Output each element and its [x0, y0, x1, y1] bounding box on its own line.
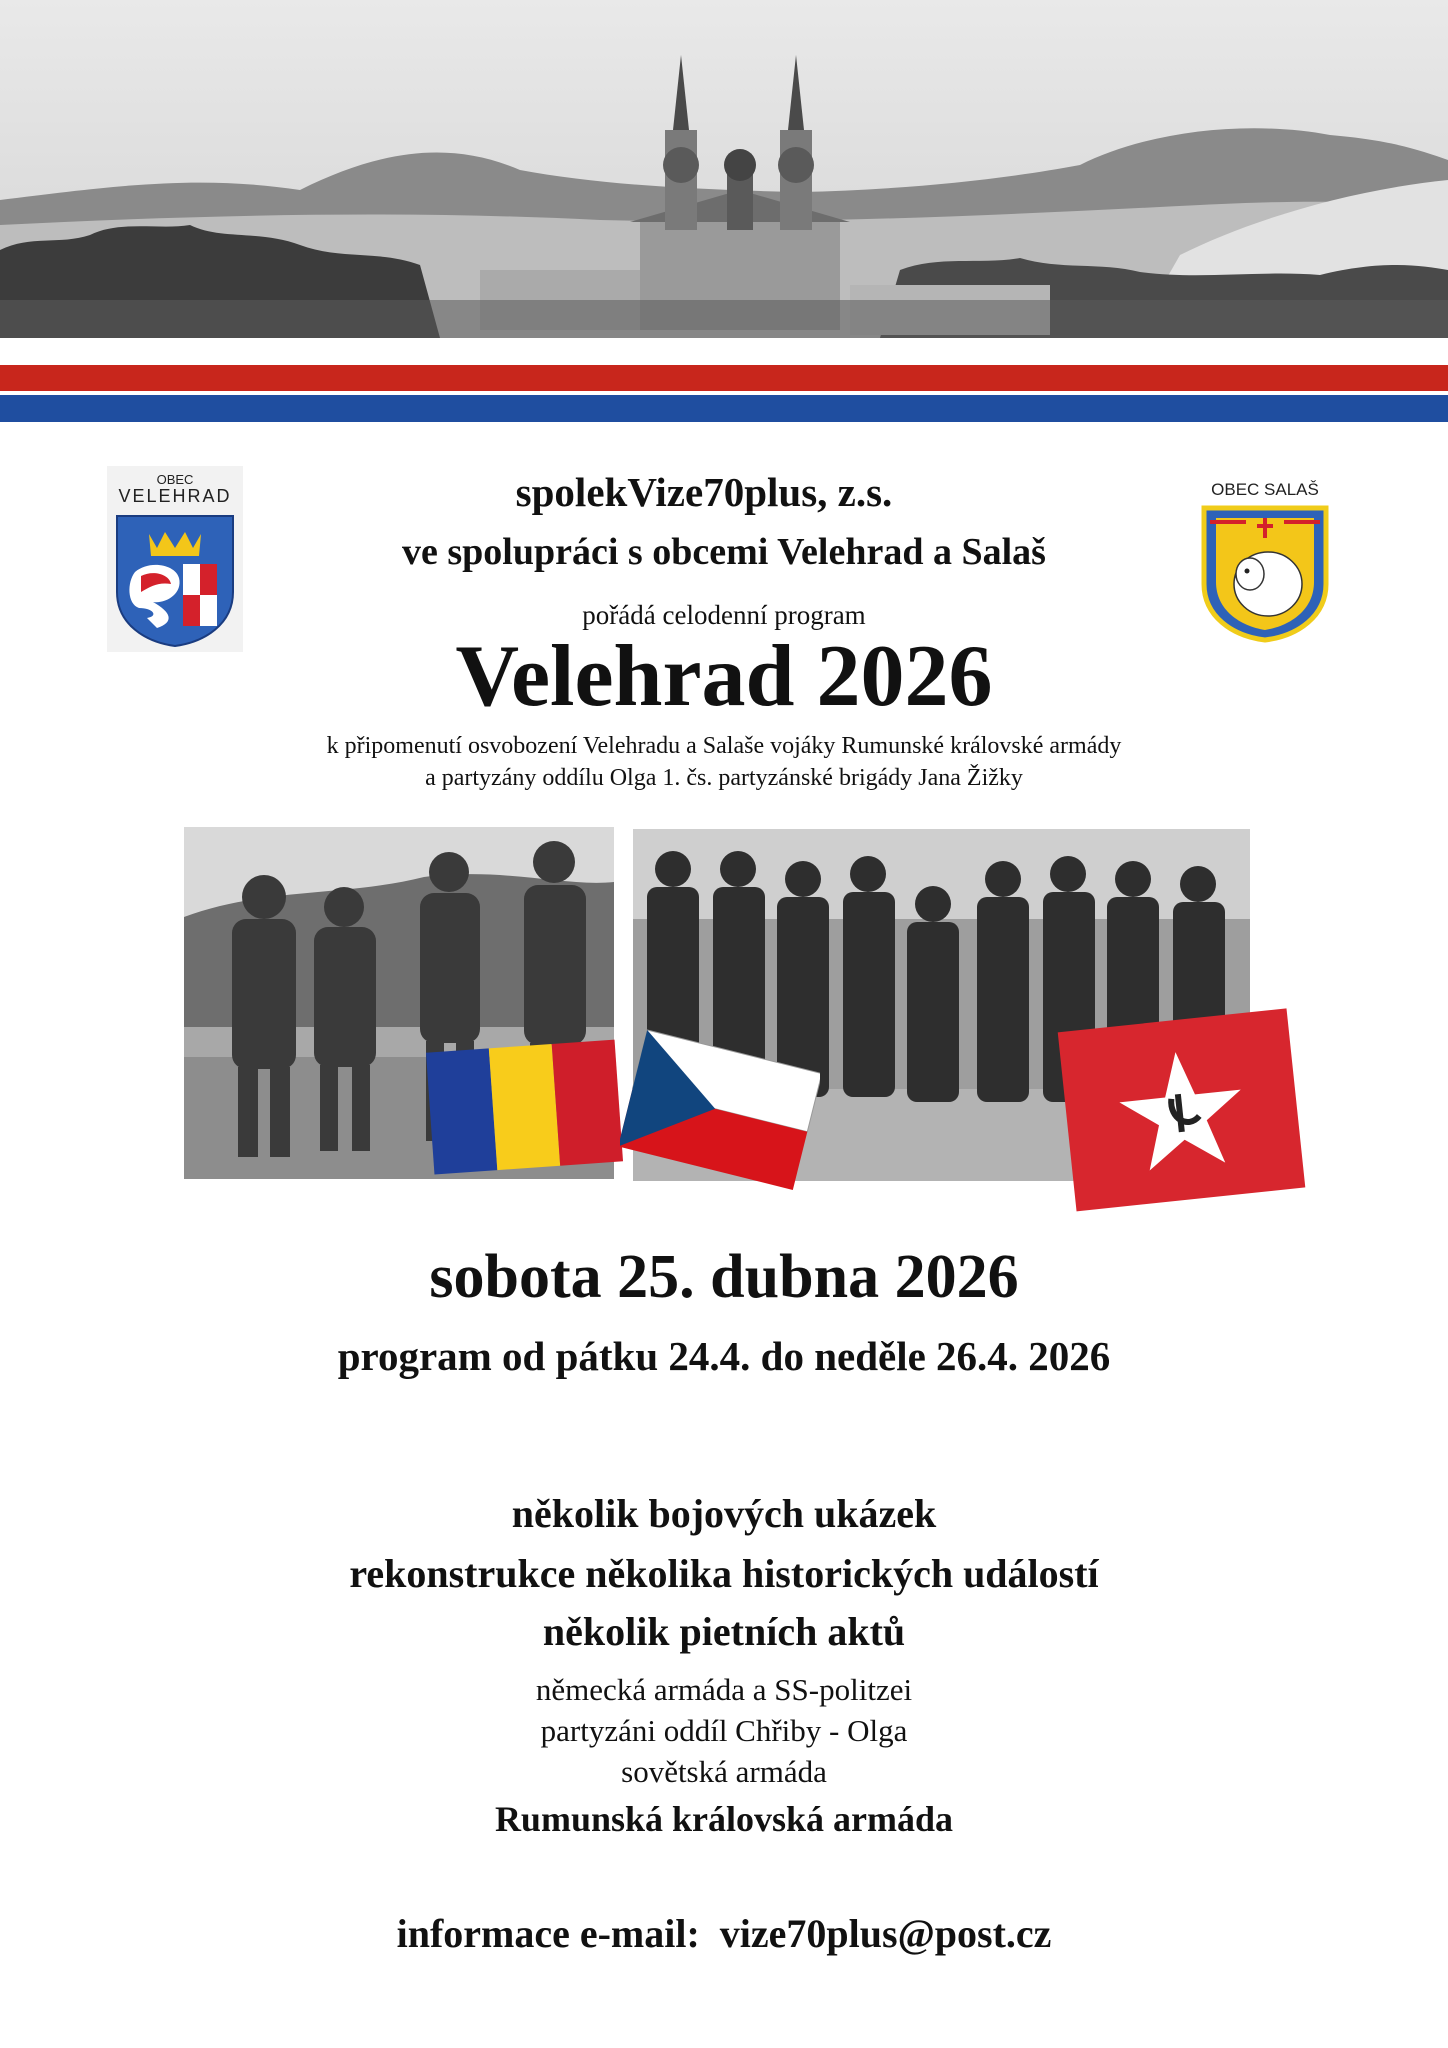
crest-velehrad-line2: VELEHRAD [118, 486, 232, 506]
event-date: sobota 25. dubna 2026 [429, 1243, 1019, 1311]
crest-salas-label: OBEC SALAŠ [1211, 480, 1319, 499]
crest-velehrad-line1: OBEC [156, 472, 194, 487]
velehrad-coat-of-arms-icon [113, 512, 237, 648]
red-stripe [0, 365, 1448, 391]
velehrad-basilica-landscape-photo [0, 0, 1448, 338]
program-item-1: několik bojových ukázek [511, 1491, 937, 1536]
participant-romanian-army: Rumunská královská armáda [494, 1799, 954, 1839]
program-item-3: několik pietních aktů [542, 1609, 906, 1654]
subtitle-line1: k připomenutí osvobození Velehradu a Salaše vojáky Rumunské královské armády [326, 733, 1122, 759]
blue-stripe [0, 395, 1448, 422]
romanian-flag-icon [420, 1026, 630, 1188]
organizer-cooperation: ve spolupráci s obcemi Velehrad a Salaš [402, 531, 1046, 573]
participant-3: sovětská armáda [621, 1754, 827, 1789]
contact-email[interactable]: informace e-mail: vize70plus@post.cz [396, 1911, 1052, 1956]
organizer-presents: pořádá celodenní program [582, 600, 866, 630]
czech-flag-icon [620, 1020, 820, 1200]
partisan-red-star-flag-icon [1050, 990, 1310, 1220]
participant-2: partyzáni oddíl Chřiby - Olga [540, 1713, 908, 1748]
crest-velehrad [107, 466, 243, 652]
subtitle-line2: a partyzány oddílu Olga 1. čs. partyzánské brigády Jana Žižky [425, 765, 1023, 791]
crest-salas [1190, 478, 1340, 648]
program-item-2: rekonstrukce několika historických událostí [349, 1551, 1099, 1596]
event-title: Velehrad 2026 [455, 628, 993, 725]
header-photo [0, 0, 1448, 338]
salas-coat-of-arms-icon [1200, 504, 1330, 644]
organizer-name: spolekVize70plus, z.s. [515, 469, 893, 515]
event-date-range: program od pátku 24.4. do neděle 26.4. 2026 [337, 1333, 1111, 1379]
participant-1: německá armáda a SS-politzei [535, 1672, 913, 1707]
